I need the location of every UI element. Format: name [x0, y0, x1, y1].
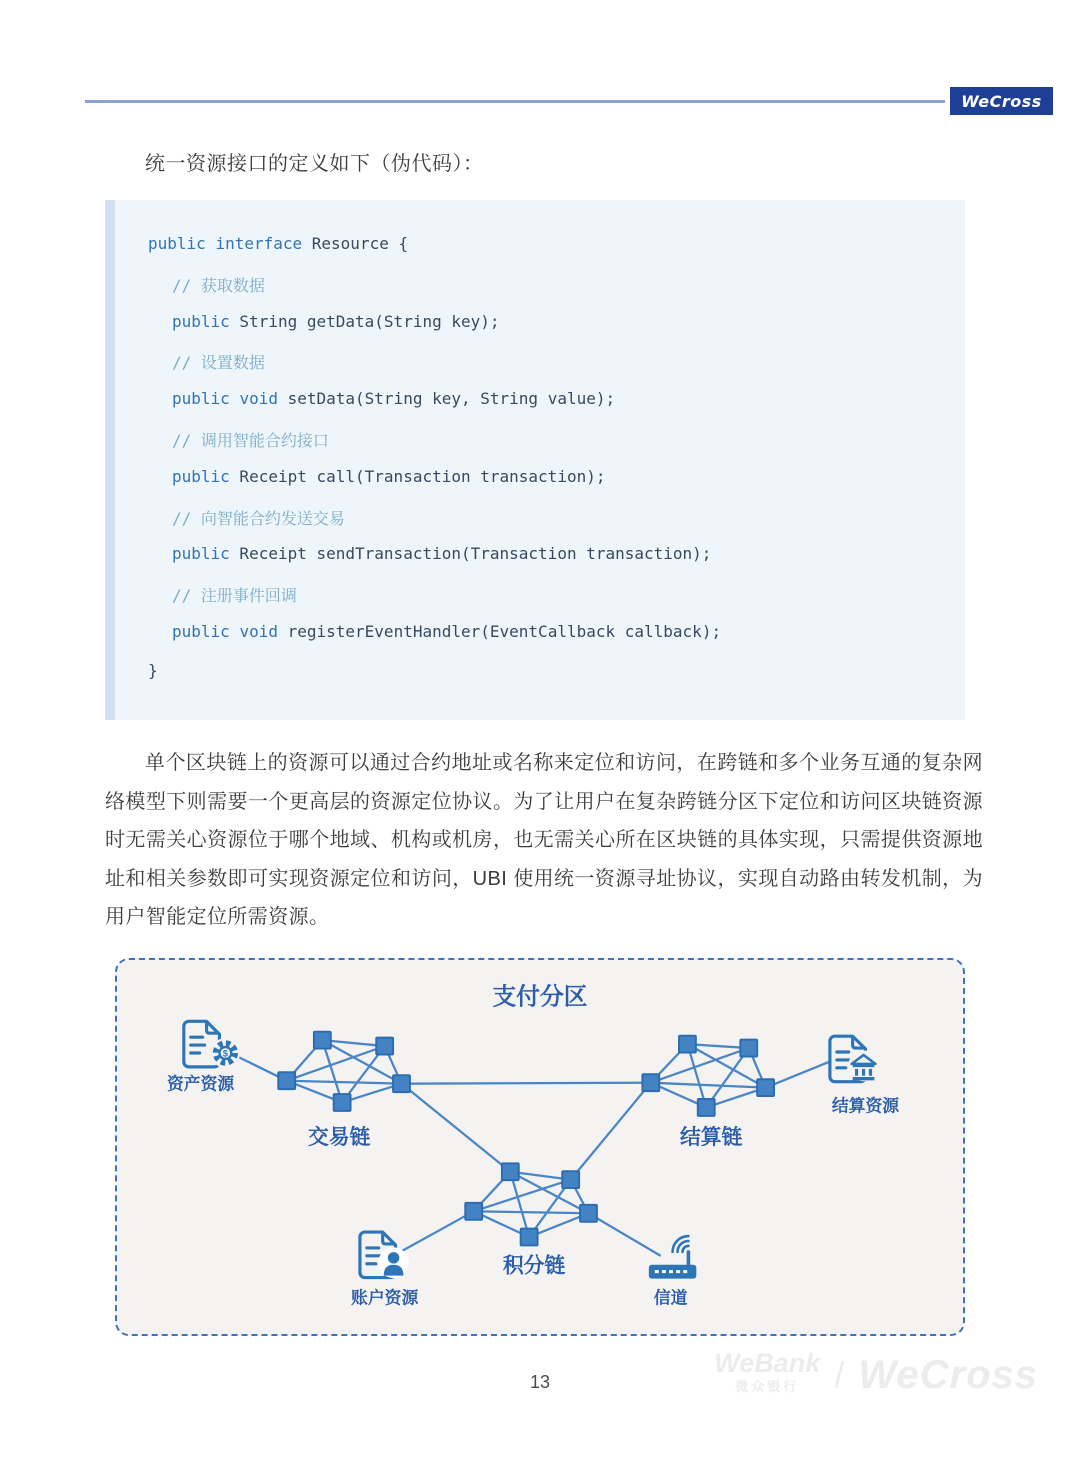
network-edge	[588, 1213, 660, 1256]
header-rule	[85, 100, 945, 103]
network-edge	[651, 1083, 766, 1088]
diagram-title: 支付分区	[492, 984, 588, 1011]
asset-resource-icon	[184, 1021, 240, 1068]
code-keyword: public	[172, 466, 230, 486]
blockchain-node	[740, 1040, 757, 1057]
svg-text:$: $	[222, 1047, 228, 1059]
code-block	[105, 200, 965, 720]
code-line	[148, 506, 965, 545]
intro-text: 统一资源接口的定义如下（伪代码）：	[145, 153, 484, 175]
network-edge	[399, 1211, 474, 1253]
person-icon	[378, 1247, 409, 1278]
asset-resource-label: 资产资源	[166, 1074, 235, 1094]
code-keyword: void	[239, 389, 278, 409]
code-keyword: public	[172, 311, 230, 331]
wecross-watermark: WeCross	[858, 1352, 1038, 1397]
code-comment: // 向智能合约发送交易	[172, 508, 345, 528]
code-line	[148, 428, 965, 467]
settlement-resource-icon	[830, 1036, 879, 1082]
code-text: registerEventHandler(EventCallback callback);	[277, 621, 722, 641]
code-text	[230, 622, 240, 641]
code-keyword: public	[172, 544, 230, 564]
wifi-signal-icon	[673, 1236, 689, 1252]
code-text: Resource {	[302, 234, 409, 253]
code-comment: // 获取数据	[172, 275, 265, 295]
network-edge	[401, 1083, 650, 1084]
blockchain-node	[376, 1038, 393, 1055]
network-edge	[510, 1172, 529, 1237]
code-keyword: interface	[215, 234, 303, 253]
code-comment: // 调用智能合约接口	[172, 430, 329, 450]
blockchain-node	[580, 1205, 597, 1222]
code-line	[148, 273, 965, 312]
blockchain-node	[465, 1203, 482, 1220]
webank-watermark-en: WeBank	[714, 1348, 821, 1378]
code-text: Receipt sendTransaction(Transaction transaction);	[229, 544, 712, 564]
diagram-svg	[117, 960, 963, 1334]
code-line	[148, 350, 965, 389]
blockchain-node	[314, 1032, 331, 1049]
gear-dollar-icon	[211, 1038, 241, 1068]
code-comment: // 设置数据	[172, 353, 265, 373]
settlement-resource-label: 结算资源	[831, 1096, 900, 1116]
page-number: 13	[529, 1372, 551, 1392]
code-keyword: void	[239, 621, 278, 641]
blockchain-node	[334, 1094, 351, 1111]
network-edge	[651, 1048, 749, 1083]
channel-icon	[649, 1236, 696, 1279]
footer-watermarks	[714, 1348, 1038, 1398]
code-line	[148, 234, 965, 273]
code-line	[148, 389, 965, 428]
code-line	[148, 622, 965, 661]
webank-watermark	[714, 1348, 821, 1398]
wecross-logo-text: WeCross	[961, 91, 1042, 111]
watermark-divider: /	[834, 1354, 845, 1395]
webank-watermark-cn: 微众银行	[735, 1379, 800, 1394]
blockchain-node	[502, 1163, 519, 1180]
bank-icon	[848, 1051, 879, 1082]
code-keyword: public	[148, 234, 206, 253]
blockchain-node	[698, 1099, 715, 1116]
blockchain-node	[642, 1074, 659, 1091]
code-text: setData(String key, String value);	[277, 389, 616, 409]
account-resource-icon	[360, 1232, 409, 1278]
code-line	[148, 467, 965, 506]
network-edge	[401, 1084, 510, 1172]
code-keyword: public	[172, 621, 230, 641]
blockchain-node	[679, 1036, 696, 1053]
wecross-logo-badge	[950, 87, 1053, 115]
code-text: }	[148, 660, 158, 680]
network-edge	[766, 1060, 834, 1088]
blockchain-node	[562, 1171, 579, 1188]
nodes-layer	[278, 1032, 774, 1278]
code-line	[148, 544, 965, 583]
code-keyword: public	[172, 389, 230, 409]
channel-label: 信道	[653, 1288, 688, 1308]
chain-label: 结算链	[680, 1126, 743, 1150]
chain-label: 积分链	[502, 1254, 566, 1278]
code-text	[206, 234, 216, 253]
code-line	[148, 661, 965, 700]
code-text: String getData(String key);	[229, 311, 500, 331]
body-paragraph: 单个区块链上的资源可以通过合约地址或名称来定位和访问，在跨链和多个业务互通的复杂网络模型下则需要一个更高层的资源定位协议。为了让用户在复杂跨链分区下定位和访问区块链资源时无需关心资源位于哪个地域、机构或机房，也无需关心所在区块链的具体实现，只需提供资源地址和相关参数即可实现资源定位和访问，UBI 使用统一资源寻址协议，实现自动路由转发机制，为用户智能定位所需资源。	[105, 752, 983, 929]
code-line	[148, 312, 965, 351]
code-line	[148, 583, 965, 622]
network-edge	[571, 1083, 651, 1180]
blockchain-node	[393, 1075, 410, 1092]
blockchain-node	[278, 1072, 295, 1089]
account-resource-label: 账户资源	[351, 1288, 419, 1308]
network-edge	[287, 1081, 402, 1084]
payment-partition-diagram	[115, 958, 965, 1336]
blockchain-node	[521, 1229, 538, 1246]
network-edge	[474, 1211, 589, 1213]
code-comment: // 注册事件回调	[172, 586, 297, 606]
code-text	[230, 389, 240, 408]
chain-label: 交易链	[307, 1126, 371, 1150]
code-text: Receipt call(Transaction transaction);	[229, 466, 606, 486]
blockchain-node	[757, 1079, 774, 1096]
